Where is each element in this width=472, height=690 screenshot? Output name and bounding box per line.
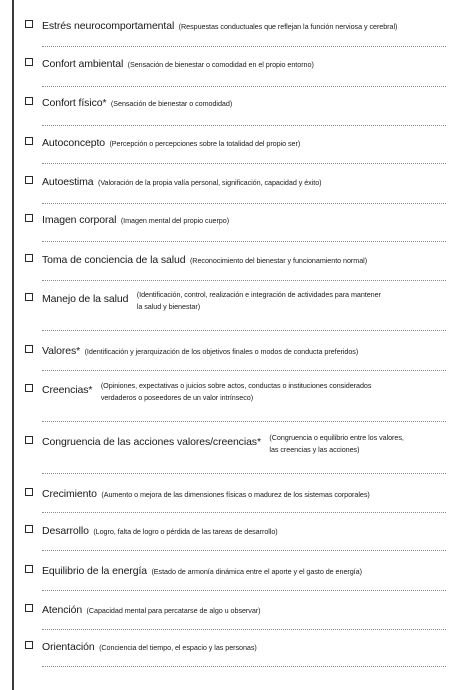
item-description-line: (Identificación, control, realización e integración de actividades para mantener: [136, 290, 381, 299]
item-description: (Respuestas conductuales que reflejan la función nerviosa y cerebral): [178, 22, 398, 31]
left-margin-rule: [12, 0, 14, 690]
item-term: Imagen corporal: [42, 214, 117, 226]
item-description: (Imagen mental del propio cuerpo): [120, 216, 230, 225]
item-description-line: la salud y bienestar): [136, 302, 201, 311]
checkbox[interactable]: [25, 176, 33, 184]
item-description-line: (Congruencia o equilibrio entre los valores,: [269, 433, 404, 442]
item-description: (Aumento o mejora de las dimensiones físicas o madurez de los sistemas corporales): [101, 490, 370, 499]
item-term: Crecimiento: [42, 488, 97, 500]
checkbox[interactable]: [25, 565, 33, 573]
item-description-line: (Opiniones, expectativas o juicios sobre actos, conductas o instituciones considerados: [100, 381, 372, 390]
item-term: Desarrollo: [42, 525, 89, 537]
checkbox[interactable]: [25, 254, 33, 262]
answer-line[interactable]: [42, 370, 446, 371]
checkbox[interactable]: [25, 436, 33, 444]
checkbox[interactable]: [25, 525, 33, 533]
checkbox[interactable]: [25, 97, 33, 105]
checkbox[interactable]: [25, 384, 33, 392]
answer-line[interactable]: [42, 241, 446, 242]
item-description-line: las creencias y las acciones): [269, 445, 360, 454]
checkbox[interactable]: [25, 345, 33, 353]
item-term: Creencias*: [42, 384, 93, 396]
item-description: (Sensación de bienestar o comodidad en el propio entorno): [127, 60, 314, 69]
item-term: Congruencia de las acciones valores/creencias*: [42, 436, 261, 448]
item-term: Orientación: [42, 641, 95, 653]
checkbox[interactable]: [25, 604, 33, 612]
item-description: (Percepción o percepciones sobre la totalidad del propio ser): [109, 139, 301, 148]
item-description: [137, 289, 381, 313]
item-description: (Valoración de la propia valía personal, significación, capacidad y éxito): [97, 178, 322, 187]
checkbox[interactable]: [25, 58, 33, 66]
answer-line[interactable]: [42, 46, 446, 47]
item-term: Toma de conciencia de la salud: [42, 254, 186, 266]
item-term: Equilibrio de la energía: [42, 565, 148, 577]
checkbox[interactable]: [25, 488, 33, 496]
answer-line[interactable]: [42, 512, 446, 513]
item-term: Manejo de la salud: [42, 293, 129, 305]
item-description: (Reconocimiento del bienestar y funcionamiento normal): [189, 256, 368, 265]
checkbox[interactable]: [25, 214, 33, 222]
item-description: [269, 432, 403, 456]
checkbox[interactable]: [25, 20, 33, 28]
answer-line[interactable]: [42, 629, 446, 630]
answer-line[interactable]: [42, 125, 446, 126]
item-term: Estrés neurocomportamental: [42, 20, 175, 32]
answer-line[interactable]: [42, 203, 446, 204]
item-term: Autoestima: [42, 176, 94, 188]
answer-line[interactable]: [42, 550, 446, 551]
answer-line[interactable]: [42, 86, 446, 87]
item-description: (Logro, falta de logro o pérdida de las tareas de desarrollo): [93, 527, 278, 536]
answer-line[interactable]: [42, 421, 446, 422]
item-term: Confort ambiental: [42, 58, 124, 70]
answer-line[interactable]: [42, 590, 446, 591]
item-description: [101, 380, 372, 404]
item-description-line: verdaderos o poseedores de un valor intrínseco): [100, 393, 254, 402]
item-description: (Capacidad mental para percatarse de algo u observar): [86, 606, 261, 615]
checkbox[interactable]: [25, 293, 33, 301]
answer-line[interactable]: [42, 473, 446, 474]
answer-line[interactable]: [42, 666, 446, 667]
item-description: (Identificación y jerarquización de los objetivos finales o modos de conducta preferidos): [84, 347, 359, 356]
item-term: Autoconcepto: [42, 137, 106, 149]
checkbox[interactable]: [25, 641, 33, 649]
item-term: Atención: [42, 604, 83, 616]
answer-line[interactable]: [42, 280, 446, 281]
item-description: (Sensación de bienestar o comodidad): [110, 99, 233, 108]
item-description: (Estado de armonía dinámica entre el aporte y el gasto de energía): [151, 567, 362, 576]
item-term: Valores*: [42, 345, 81, 357]
item-term: Confort físico*: [42, 97, 107, 109]
answer-line[interactable]: [42, 163, 446, 164]
item-description: (Conciencia del tiempo, el espacio y las personas): [99, 643, 257, 652]
answer-line[interactable]: [42, 330, 446, 331]
checkbox[interactable]: [25, 137, 33, 145]
